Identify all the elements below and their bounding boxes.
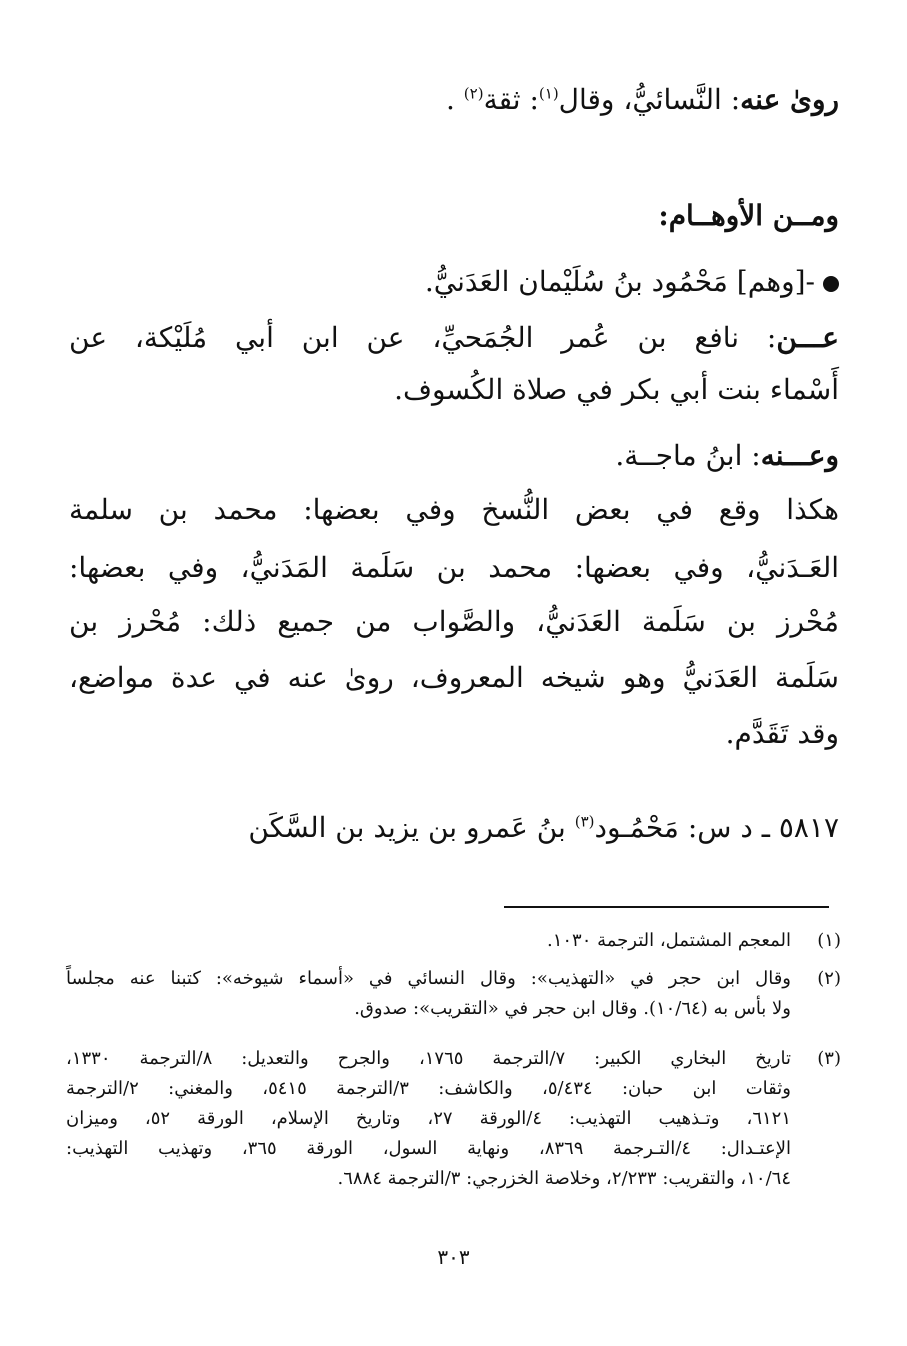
- an-line-1: [69, 318, 839, 358]
- entry-number: ٥٨١٧: [778, 811, 839, 844]
- entry-name: مَحْمُـود: [594, 811, 679, 844]
- wa-anhu-label: وعـــنه: [760, 439, 839, 472]
- entry-rest: بنُ عَمرو بن يزيد بن السَّكَن: [248, 811, 566, 844]
- footnote-2: [66, 964, 841, 1024]
- footnote-number: (٣): [817, 1048, 841, 1069]
- bullet-icon: [823, 276, 839, 292]
- page-number: ٣٠٣: [437, 1245, 470, 1269]
- wahm-prefix: -[وهم]: [736, 265, 815, 298]
- entry-prev-line: [139, 80, 839, 120]
- note-line-3: مُحْرز بن سَلَمة العَدَنيُّ، والصَّواب من جميع ذلك: مُحْرز بن: [69, 605, 839, 638]
- rawa-anhu-text: : النَّسائيُّ، وقال: [558, 83, 741, 116]
- footnote-line: ٦١٢١، وتـذهيب التهذيب: ٤/الورقة ٢٧، وتاريخ الإسلام، الورقة ٥٢، وميزان: [66, 1108, 791, 1129]
- footnote-line: ولا بأس به (١٠/٦٤). وقال ابن حجر في «التقريب»: صدوق.: [354, 998, 791, 1019]
- rawa-anhu-label: روىٰ عنه: [740, 83, 839, 116]
- entry-code: ـ د س:: [687, 811, 770, 844]
- footnote-line: الإعتـدال: ٤/التـرجمة ٨٣٦٩، ونهاية السول، الورقة ٣٦٥، وتهذيب التهذيب:: [66, 1138, 792, 1159]
- footnote-line: وثقات ابن حبان: ٥/٤٣٤، والكاشف: ٣/الترجمة ٥٤١٥، والمغني: ٢/الترجمة: [66, 1078, 791, 1099]
- awham-heading: ومــن الأوهــام:: [658, 199, 839, 232]
- qala-text: : ثقة: [483, 83, 539, 116]
- footnote-line: ١٠/٦٤، والتقريب: ٢/٢٣٣، وخلاصة الخزرجي: ٣/الترجمة ٦٨٨٤.: [337, 1168, 791, 1189]
- footnote-divider: [504, 906, 829, 908]
- an-line-2: أَسْماء بنت أبي بكر في صلاة الكُسوف.: [394, 373, 839, 406]
- note-line-2: العَـدَنيُّ، وفي بعضها: محمد بن سَلَمة المَدَنيُّ، وفي بعضها:: [69, 551, 839, 584]
- entry-prev-end: .: [445, 83, 455, 116]
- footnote-ref-3[interactable]: (٣): [574, 812, 595, 831]
- footnote-3: [66, 1044, 841, 1194]
- footnote-ref-2[interactable]: (٢): [463, 84, 484, 103]
- footnote-number: (١): [817, 930, 841, 951]
- footnote-line: المعجم المشتمل، الترجمة ١٠٣٠.: [546, 930, 791, 951]
- an-text-1: : نافع بن عُمر الجُمَحيِّ، عن ابن أبي مُلَيْكة، عن: [69, 321, 777, 354]
- awham-item: [139, 262, 839, 302]
- note-line-1: هكذا وقع في بعض النُّسخ وفي بعضها: محمد بن سلمة: [69, 493, 839, 526]
- note-line-4: سَلَمة العَدَنيُّ وهو شيخه المعروف، روىٰ عنه في عدة مواضع،: [69, 661, 839, 694]
- footnote-ref-1[interactable]: (١): [538, 84, 559, 103]
- wahm-name: مَحْمُود بنُ سُلَيْمان العَدَنيُّ.: [424, 265, 728, 298]
- footnote-line: تاريخ البخاري الكبير: ٧/الترجمة ١٧٦٥، والجرح والتعديل: ٨/الترجمة ١٣٣٠،: [66, 1048, 791, 1069]
- wa-anhu-text: : ابنُ ماجــة.: [615, 439, 761, 472]
- footnote-1: [66, 926, 841, 956]
- footnote-number: (٢): [817, 968, 841, 989]
- note-line-5: وقد تَقَدَّم.: [725, 717, 839, 750]
- footnote-line: وقال ابن حجر في «التهذيب»: وقال النسائي في «أسماء شيوخه»: كتبنا عنه مجلساً: [66, 968, 791, 989]
- an-label: عـــن: [776, 321, 839, 354]
- wa-anhu-line: [139, 436, 839, 476]
- entry-next-line: [69, 808, 839, 848]
